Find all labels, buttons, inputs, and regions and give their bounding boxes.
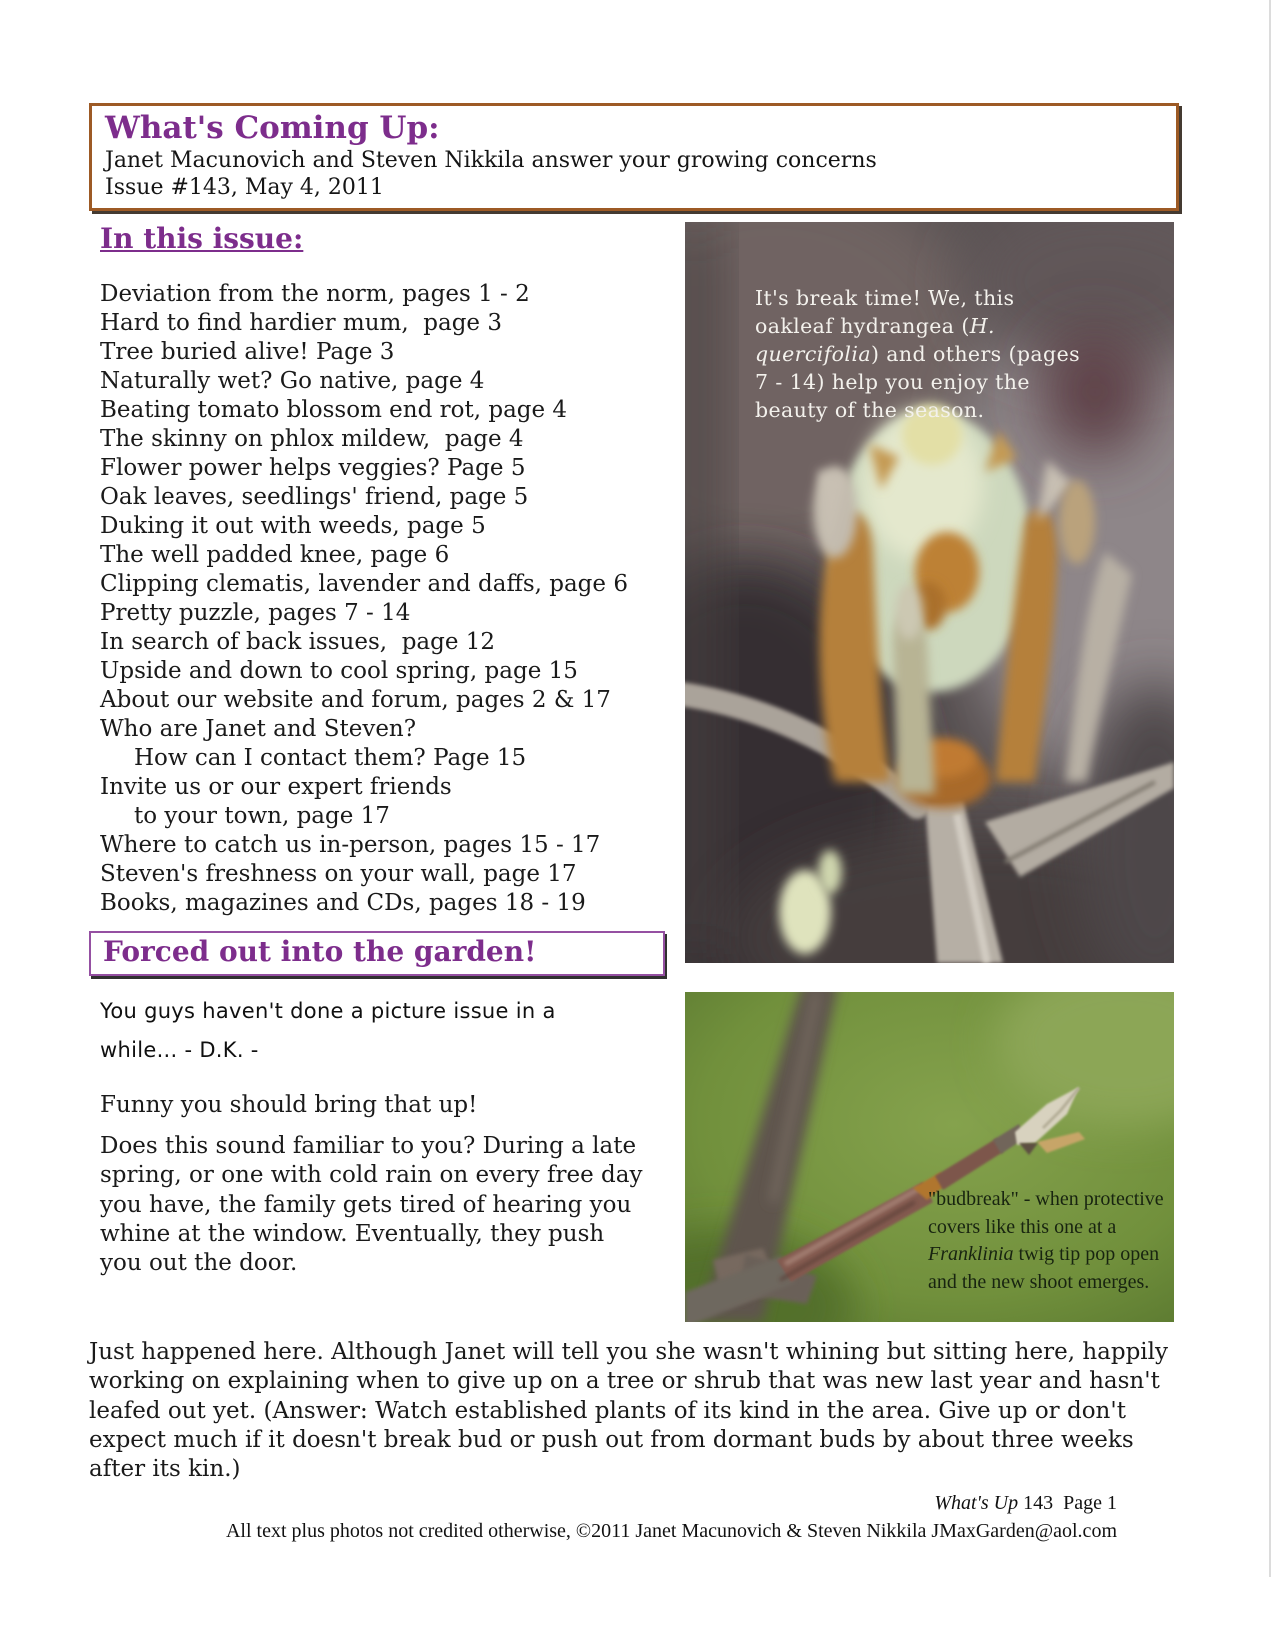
photo1-caption-latin-name: H. quercifolia [755, 314, 995, 366]
photo1-caption-text: It's break time! We, this oakleaf hydrangea ( [755, 286, 1015, 338]
photo2-caption [928, 1186, 1174, 1296]
toc-item: In search of back issues, page 12 [100, 629, 496, 655]
hydrangea-bud-photo [685, 222, 1174, 963]
newsletter-name: What's Up [934, 1492, 1019, 1514]
toc-item: Upside and down to cool spring, page 15 [100, 658, 578, 684]
toc-item: About our website and forum, pages 2 & 17 [100, 687, 611, 713]
toc-item: Clipping clematis, lavender and daffs, page 6 [100, 571, 628, 597]
toc-item: The skinny on phlox mildew, page 4 [100, 426, 524, 452]
toc-item: Who are Janet and Steven? [100, 716, 417, 742]
page-number: 143 Page 1 [1018, 1492, 1117, 1514]
photo2-caption-text: "budbreak" - when protective covers like this one at a [928, 1188, 1164, 1238]
toc-item: to your town, page 17 [134, 803, 390, 829]
toc-item: Steven's freshness on your wall, page 17 [100, 861, 577, 887]
toc-item: Oak leaves, seedlings' friend, page 5 [100, 484, 529, 510]
body-paragraph-2: Just happened here. Although Janet will tell you she wasn't whining but sitting here, happily working on explaining when to give up on a tree or shrub that was new last year and hasn't leafed out yet. (Answer: Watch established plants of its kind in the area. Give up or don't expect much if it doesn't break bud or push out from dormant buds by about three weeks after its kin.) [89, 1339, 1169, 1483]
header-box [89, 103, 1179, 211]
toc-item: Invite us or our expert friends [100, 774, 452, 800]
body-paragraph-1: Does this sound familiar to you? During a late spring, or one with cold rain on every free day you have, the family gets tired of hearing you whine at the window. Eventually, they push you out the door. [100, 1133, 643, 1277]
toc-item: Deviation from the norm, pages 1 - 2 [100, 281, 530, 307]
footer [0, 1489, 1117, 1545]
toc-list [100, 280, 685, 918]
toc-item: Beating tomato blossom end rot, page 4 [100, 397, 568, 423]
footer-credits: All text plus photos not credited otherwise, ©2011 Janet Macunovich & Steven Nikkila JMaxGarden@aol.com [225, 1520, 1117, 1542]
photo2-caption-latin-name: Franklinia [928, 1243, 1014, 1265]
toc-item: Hard to find hardier mum, page 3 [100, 310, 502, 336]
toc-item: How can I contact them? Page 15 [134, 745, 527, 771]
reader-question: You guys haven't done a picture issue in a while... - D.K. - [100, 999, 556, 1062]
toc-item: Naturally wet? Go native, page 4 [100, 368, 485, 394]
issue-date-line: Issue #143, May 4, 2011 [105, 175, 384, 200]
toc-item: The well padded knee, page 6 [100, 542, 450, 568]
section-heading-box [89, 931, 665, 976]
toc-item: Books, magazines and CDs, pages 18 - 19 [100, 890, 586, 916]
newsletter-title: What's Coming Up: [105, 110, 440, 146]
photo1-caption-text-2: ) and others (pages 7 - 14) help you enjoy the beauty of the season. [755, 342, 1081, 422]
toc-item: Tree buried alive! Page 3 [100, 339, 395, 365]
toc-item: Pretty puzzle, pages 7 - 14 [100, 600, 411, 626]
photo1-caption [755, 284, 1087, 424]
photo2-caption-text-2: twig tip pop open and the new shoot emerges. [928, 1243, 1160, 1293]
body-response-line: Funny you should bring that up! [100, 1092, 478, 1118]
toc-heading: In this issue: [100, 222, 304, 255]
budbreak-twig-photo [685, 992, 1174, 1322]
page-edge-line [1269, 0, 1271, 1577]
section-heading: Forced out into the garden! [103, 935, 537, 968]
toc-item: Flower power helps veggies? Page 5 [100, 455, 526, 481]
footer-page-line [0, 1489, 1117, 1517]
toc-item: Where to catch us in-person, pages 15 - 17 [100, 832, 601, 858]
toc-item: Duking it out with weeds, page 5 [100, 513, 486, 539]
newsletter-subtitle: Janet Macunovich and Steven Nikkila answer your growing concerns [105, 148, 877, 173]
